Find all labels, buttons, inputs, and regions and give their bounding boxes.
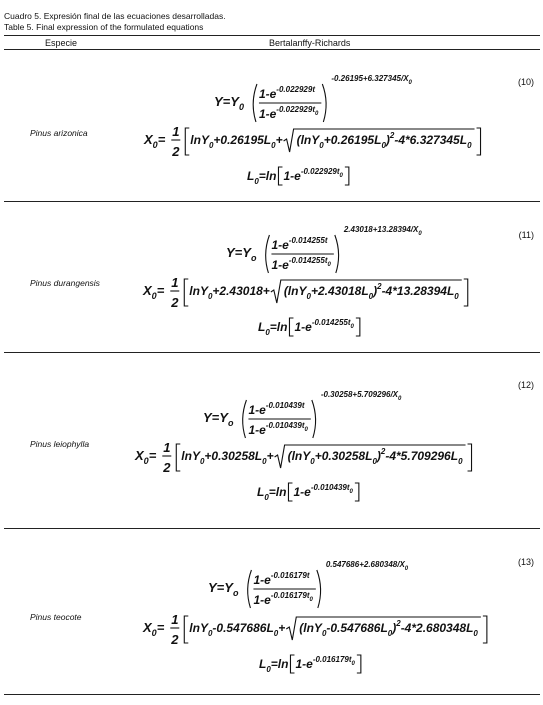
- root-close-paren: ): [376, 449, 381, 463]
- root-term-product: -4*5.709296L: [385, 449, 459, 463]
- species-name: Pinus leiophylla: [30, 439, 90, 449]
- root-term-product: -4*6.327345L: [394, 133, 468, 147]
- l-right-bracket: [356, 318, 360, 336]
- growth-equation-y: [214, 72, 464, 124]
- right-bracket: [483, 616, 487, 643]
- x-term-lny-subscript: 0: [207, 292, 213, 301]
- equation-number: (11): [518, 230, 534, 240]
- l-term-base: 1-e: [293, 485, 311, 499]
- denominator-exponent-subscript: 0: [304, 427, 308, 433]
- l-lhs-subscript: 0: [254, 177, 259, 186]
- l0-equation: [257, 479, 417, 507]
- x-lhs: X: [143, 283, 152, 298]
- numerator-exponent: -0.016179t: [270, 571, 310, 580]
- numerator-exponent: -0.010439t: [265, 401, 305, 410]
- l-term-exponent: -0.010439t: [310, 483, 350, 492]
- l-left-bracket: [278, 167, 282, 185]
- x-term-linear-subscript: 0: [273, 629, 279, 638]
- left-bracket: [184, 616, 188, 643]
- x-term-lny: lnY: [189, 284, 208, 298]
- l-right-bracket: [357, 655, 361, 673]
- x-equals: =: [156, 620, 165, 635]
- l-term-exponent-subscript: 0: [349, 489, 353, 495]
- root-term-linear: +2.43018L: [310, 284, 369, 298]
- root-close-paren: ): [385, 133, 390, 147]
- half-numerator: 1: [163, 440, 171, 455]
- root-term-lny-subscript: 0: [319, 141, 324, 150]
- outer-exponent-subscript: 0: [408, 80, 412, 86]
- right-bracket: [477, 128, 481, 155]
- half-denominator: 2: [171, 632, 179, 647]
- l-term-base: 1-e: [295, 657, 313, 671]
- species-name: Pinus teocote: [30, 612, 82, 622]
- root-close-paren: ): [373, 284, 378, 298]
- left-paren: [248, 570, 252, 608]
- right-paren: [335, 235, 339, 273]
- x-term-linear: +0.26195L: [213, 133, 272, 147]
- l-left-bracket: [289, 318, 293, 336]
- root-term-lny-subscript: 0: [321, 629, 327, 638]
- x-lhs: X: [143, 620, 152, 635]
- l-term-exponent-subscript: 0: [339, 173, 343, 179]
- root-square: 2: [380, 447, 386, 456]
- root-term-lny: (lnY: [287, 449, 311, 463]
- x-term-linear: -0.547686L: [212, 621, 274, 635]
- y-lhs: Y=Y: [208, 580, 233, 595]
- denominator-exponent: -0.016179t: [270, 591, 310, 600]
- x0-equation: [135, 435, 495, 475]
- half-denominator: 2: [163, 460, 171, 475]
- fraction-numerator: 1-e: [258, 87, 277, 101]
- x-lhs-subscript: 0: [152, 140, 158, 150]
- root-term-product: -4*13.28394L: [381, 284, 455, 298]
- l-lhs-subscript: 0: [266, 665, 271, 674]
- right-paren: [317, 570, 321, 608]
- outer-exponent-subscript: 0: [404, 566, 409, 572]
- x-lhs-subscript: 0: [151, 628, 157, 638]
- y-lhs: Y=Y: [214, 94, 239, 109]
- x-lhs-subscript: 0: [143, 456, 149, 466]
- y-lhs-subscript: o: [250, 253, 257, 263]
- root-term-linear-subscript: 0: [372, 457, 377, 466]
- x-term-lny-subscript: 0: [208, 141, 214, 150]
- x-term-lny: lnY: [189, 621, 208, 635]
- root-square: 2: [377, 282, 382, 291]
- root-term-product: -4*2.680348L: [400, 621, 474, 635]
- l-equals-ln: =ln: [269, 320, 288, 334]
- outer-exponent-subscript: 0: [418, 231, 422, 237]
- right-paren: [322, 84, 326, 122]
- left-paren: [243, 400, 247, 438]
- x-lhs-subscript: 0: [151, 291, 157, 301]
- l-equals-ln: =ln: [258, 169, 277, 183]
- l-equals-ln: =ln: [268, 485, 287, 499]
- root-term-product-subscript: 0: [458, 457, 463, 466]
- x-term-lny: lnY: [181, 449, 200, 463]
- growth-equation-y: [226, 223, 476, 275]
- row-separator: [4, 528, 540, 529]
- right-bracket: [464, 279, 468, 306]
- left-paren: [253, 84, 257, 122]
- root-term-linear-subscript: 0: [368, 292, 374, 301]
- root-term-lny-subscript: 0: [306, 292, 311, 301]
- species-name: Pinus durangensis: [30, 278, 100, 288]
- growth-equation-y: [208, 558, 458, 610]
- l-term-exponent: -0.022929t: [300, 167, 340, 176]
- x-term-lny-subscript: 0: [199, 457, 205, 466]
- fraction-numerator: 1-e: [248, 403, 266, 417]
- x-equals: =: [157, 132, 166, 147]
- l-term-exponent-subscript: 0: [351, 661, 355, 667]
- row-separator: [4, 352, 540, 353]
- l-lhs: L: [247, 169, 255, 183]
- x0-equation: [143, 607, 503, 647]
- left-paren: [266, 235, 270, 273]
- root-term-lny-subscript: 0: [310, 457, 315, 466]
- l-lhs: L: [259, 657, 267, 671]
- x-term-linear: +2.43018+: [212, 284, 270, 298]
- left-bracket: [176, 444, 180, 471]
- row-separator: [4, 694, 540, 695]
- l-lhs: L: [258, 320, 266, 334]
- denominator-exponent-subscript: 0: [315, 111, 319, 117]
- left-bracket: [184, 279, 188, 306]
- numerator-exponent: -0.022929t: [276, 85, 315, 94]
- l-term-exponent: -0.014255t: [311, 318, 351, 327]
- y-lhs: Y=Y: [203, 410, 228, 425]
- caption-english: Table 5. Final expression of the formulated equations: [4, 22, 204, 32]
- x-term-plus: +: [275, 133, 283, 147]
- fraction-denominator: 1-e: [258, 107, 277, 121]
- l0-equation: [259, 651, 419, 679]
- growth-equation-y: [203, 388, 453, 440]
- root-term-linear: -0.547686L: [326, 621, 388, 635]
- l-lhs-subscript: 0: [264, 493, 269, 502]
- denominator-exponent-subscript: 0: [327, 262, 331, 268]
- root-term-product-subscript: 0: [454, 292, 459, 301]
- right-paren: [312, 400, 316, 438]
- x-lhs: X: [135, 448, 144, 463]
- l-lhs: L: [257, 485, 265, 499]
- fraction-denominator: 1-e: [248, 423, 266, 437]
- caption-spanish: Cuadro 5. Expresión final de las ecuaciones desarrolladas.: [4, 11, 226, 21]
- row-separator: [4, 201, 540, 202]
- half-numerator: 1: [172, 124, 180, 139]
- root-term-product-subscript: 0: [473, 629, 478, 638]
- outer-exponent: 0.547686+2.680348/X: [325, 560, 405, 569]
- denominator-exponent: -0.014255t: [288, 256, 328, 265]
- l-left-bracket: [290, 655, 294, 673]
- x-term-linear-subscript: 0: [271, 141, 276, 150]
- species-name: Pinus arizonica: [30, 128, 88, 138]
- numerator-exponent: -0.014255t: [288, 236, 328, 245]
- l-term-exponent: -0.016179t: [312, 655, 352, 664]
- column-header-species: Especie: [45, 38, 78, 48]
- l-right-bracket: [345, 167, 349, 185]
- l-term-exponent-subscript: 0: [350, 324, 354, 330]
- x0-equation: [144, 119, 504, 159]
- outer-exponent: 2.43018+13.28394/X: [343, 225, 419, 234]
- l-lhs-subscript: 0: [265, 328, 270, 337]
- y-lhs-subscript: o: [232, 588, 239, 598]
- half-numerator: 1: [171, 612, 179, 627]
- l0-equation: [247, 163, 407, 191]
- root-term-product-subscript: 0: [467, 141, 472, 150]
- fraction-denominator: 1-e: [253, 593, 271, 607]
- fraction-numerator: 1-e: [271, 238, 289, 252]
- l-equals-ln: =ln: [270, 657, 289, 671]
- l-left-bracket: [288, 483, 292, 501]
- l-term-base: 1-e: [283, 169, 301, 183]
- y-lhs-subscript: o: [227, 418, 234, 428]
- half-denominator: 2: [172, 144, 180, 159]
- x-term-linear-subscript: 0: [262, 457, 267, 466]
- outer-exponent: -0.30258+5.709296/X: [320, 390, 399, 399]
- left-bracket: [185, 128, 189, 155]
- y-lhs-subscript: 0: [238, 102, 244, 112]
- equation-number: (13): [517, 557, 534, 567]
- x-equals: =: [148, 448, 157, 463]
- right-bracket: [468, 444, 472, 471]
- root-square: 2: [396, 619, 401, 628]
- l0-equation: [258, 314, 418, 342]
- l-term-base: 1-e: [294, 320, 312, 334]
- header-rule: [4, 49, 540, 50]
- root-term-lny: (lnY: [283, 284, 307, 298]
- denominator-exponent: -0.022929t: [276, 105, 315, 114]
- root-term-lny: (lnY: [299, 621, 322, 635]
- root-term-lny: (lnY: [296, 133, 320, 147]
- denominator-exponent: -0.010439t: [265, 421, 305, 430]
- root-term-linear: +0.26195L: [323, 133, 382, 147]
- x0-equation: [143, 270, 503, 310]
- table-top-rule: [4, 35, 540, 36]
- half-numerator: 1: [171, 275, 179, 290]
- root-term-linear-subscript: 0: [381, 141, 386, 150]
- l-right-bracket: [355, 483, 359, 501]
- x-term-lny: lnY: [190, 133, 209, 147]
- half-denominator: 2: [171, 295, 179, 310]
- root-term-linear-subscript: 0: [387, 629, 393, 638]
- root-close-paren: ): [392, 621, 397, 635]
- fraction-denominator: 1-e: [271, 258, 289, 272]
- x-term-plus: +: [278, 621, 286, 635]
- x-equals: =: [156, 283, 165, 298]
- root-square: 2: [389, 131, 395, 140]
- outer-exponent-subscript: 0: [398, 396, 402, 402]
- column-header-model: Bertalanffy-Richards: [269, 38, 351, 48]
- outer-exponent: -0.26195+6.327345/X: [331, 74, 409, 83]
- root-term-linear: +0.30258L: [314, 449, 373, 463]
- equation-number: (12): [517, 380, 534, 390]
- x-lhs: X: [144, 132, 153, 147]
- y-lhs: Y=Y: [226, 245, 251, 260]
- denominator-exponent-subscript: 0: [309, 597, 313, 603]
- fraction-numerator: 1-e: [253, 573, 271, 587]
- x-term-plus: +: [266, 449, 274, 463]
- x-term-lny-subscript: 0: [207, 629, 213, 638]
- equation-number: (10): [517, 77, 534, 87]
- x-term-linear: +0.30258L: [204, 449, 263, 463]
